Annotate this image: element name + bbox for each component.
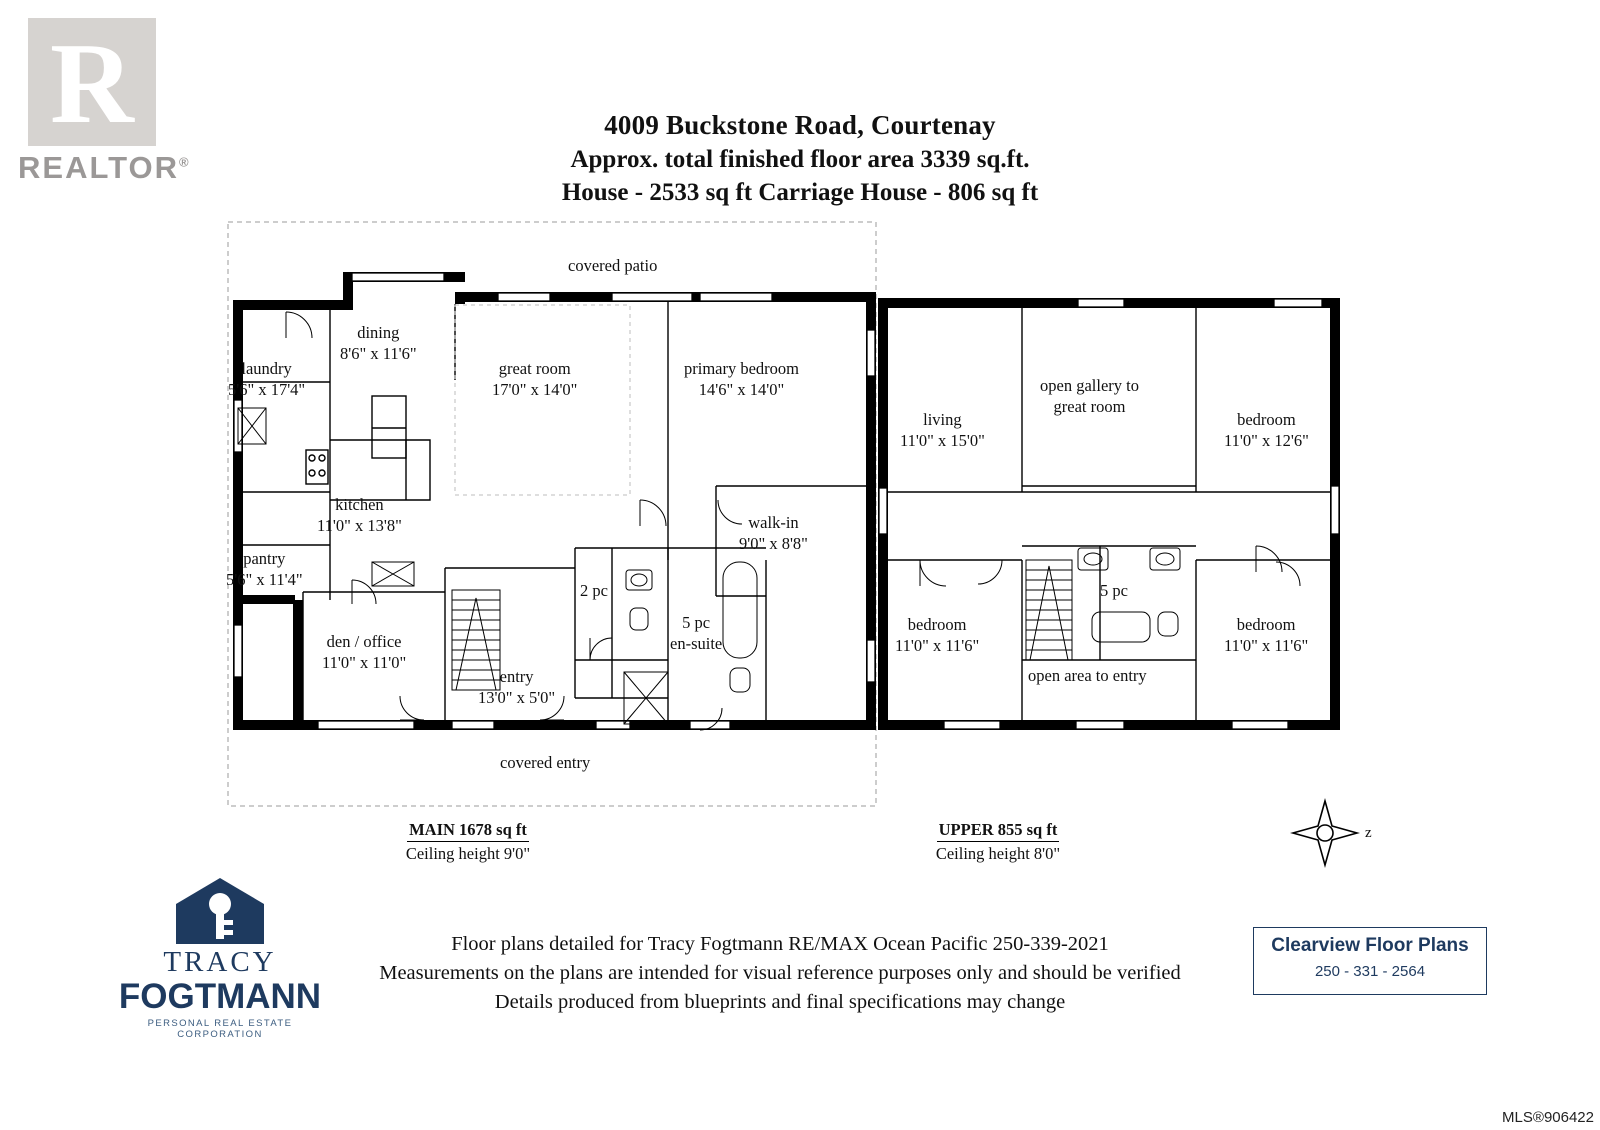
room-dim: great room	[1053, 397, 1126, 417]
footer-line2: Measurements on the plans are intended for visual reference purposes only and should be verified	[379, 962, 1181, 985]
clearview-phone: 250 - 331 - 2564	[1314, 963, 1426, 980]
room-dim: en-suite	[670, 634, 723, 654]
main-floor-area-label: MAIN 1678 sq ft	[407, 820, 529, 842]
room-name: laundry	[241, 359, 292, 378]
room-name: bedroom	[907, 615, 967, 634]
room-label-2pc	[580, 580, 608, 601]
room-label-den-office	[322, 631, 406, 673]
footer-line3: Details produced from blueprints and final specifications may change	[494, 991, 1066, 1014]
room-label-pantry	[226, 548, 303, 590]
room-label-upper-bedroom-1	[1224, 409, 1309, 451]
upper-floor-area-tag	[898, 820, 1098, 864]
title-breakdown: House - 2533 sq ft Carriage House - 806 sq ft	[561, 179, 1039, 206]
room-dim: 11'0" x 11'0"	[322, 653, 407, 673]
tracy-logo-line1: TRACY	[163, 946, 277, 978]
room-name: bedroom	[1236, 615, 1296, 634]
room-dim: 8'6" x 11'6"	[340, 344, 417, 364]
room-label-laundry	[228, 358, 305, 400]
room-label-covered-patio	[568, 255, 657, 276]
room-label-entry	[478, 666, 555, 708]
tracy-logo-house-key-icon	[110, 878, 330, 944]
room-dim: 11'0" x 13'8"	[317, 516, 402, 536]
room-dim: 17'0" x 14'0"	[492, 380, 578, 400]
room-label-upper-bedroom-2	[895, 614, 979, 656]
footer-disclaimer	[330, 930, 1230, 1017]
clearview-floor-plans-badge	[1253, 927, 1487, 995]
room-name: bedroom	[1237, 410, 1296, 429]
room-label-open-area-to-entry	[1028, 665, 1147, 686]
room-dim: 5'6" x 11'4"	[226, 570, 303, 590]
room-name: dining	[357, 323, 400, 342]
room-label-dining	[340, 322, 417, 364]
room-dim: 11'0" x 11'6"	[895, 636, 980, 656]
footer-line1: Floor plans detailed for Tracy Fogtmann RE/MAX Ocean Pacific 250-339-2021	[451, 933, 1109, 955]
room-dim: 13'0" x 5'0"	[478, 688, 556, 708]
room-name: 2 pc	[580, 581, 608, 600]
upper-floor-ceiling: Ceiling height 8'0"	[935, 844, 1061, 863]
room-name: living	[923, 410, 962, 429]
room-label-upper-bedroom-3	[1224, 614, 1308, 656]
room-name: covered patio	[568, 256, 658, 275]
title-total-area: Approx. total finished floor area 3339 sq.ft.	[570, 146, 1030, 173]
room-label-great-room	[492, 358, 577, 400]
room-label-5pc-ensuite	[670, 612, 722, 654]
main-floor-area-tag	[368, 820, 568, 864]
room-name: 5 pc	[682, 613, 711, 632]
room-dim: 11'0" x 12'6"	[1224, 431, 1309, 451]
main-floor-ceiling: Ceiling height 9'0"	[405, 844, 531, 863]
tracy-fogtmann-logo	[110, 878, 330, 1040]
title-address: 4009 Buckstone Road, Courtenay	[604, 110, 996, 140]
room-name: open area to entry	[1028, 666, 1147, 685]
room-label-covered-entry	[500, 752, 590, 773]
room-label-kitchen	[317, 494, 402, 536]
room-name: kitchen	[335, 495, 384, 514]
room-dim: 5'6" x 17'4"	[228, 380, 306, 400]
room-label-upper-5pc	[1100, 580, 1128, 601]
clearview-name: Clearview Floor Plans	[1271, 935, 1469, 956]
room-name: primary bedroom	[684, 359, 800, 378]
room-dim: 14'6" x 14'0"	[698, 380, 785, 400]
room-name: covered entry	[500, 753, 591, 772]
mls-number: MLS®906422	[1502, 1109, 1594, 1126]
tracy-logo-line3: PERSONAL REAL ESTATE CORPORATION	[147, 1018, 293, 1040]
room-name: great room	[498, 359, 571, 378]
room-name: walk-in	[748, 513, 799, 532]
realtor-word-text: REALTOR	[18, 150, 179, 185]
tracy-logo-line2: FOGTMANN	[118, 977, 322, 1016]
room-label-open-gallery	[1040, 375, 1139, 417]
room-dim: 11'0" x 11'6"	[1224, 636, 1309, 656]
realtor-registered-mark: ®	[178, 154, 191, 170]
room-dim: 11'0" x 15'0"	[900, 431, 985, 451]
room-name: den / office	[326, 632, 402, 651]
room-dim: 9'0" x 8'8"	[739, 534, 808, 554]
realtor-letter: R	[50, 20, 134, 148]
room-name: 5 pc	[1100, 581, 1128, 600]
room-label-upper-living	[900, 409, 985, 451]
upper-floor-area-label: UPPER 855 sq ft	[937, 820, 1060, 842]
room-label-primary-bedroom	[684, 358, 799, 400]
room-name: open gallery to	[1040, 376, 1139, 395]
room-name: pantry	[243, 549, 286, 568]
room-label-walk-in	[739, 512, 808, 554]
compass-label: z	[1365, 825, 1372, 841]
room-name: entry	[499, 667, 534, 686]
